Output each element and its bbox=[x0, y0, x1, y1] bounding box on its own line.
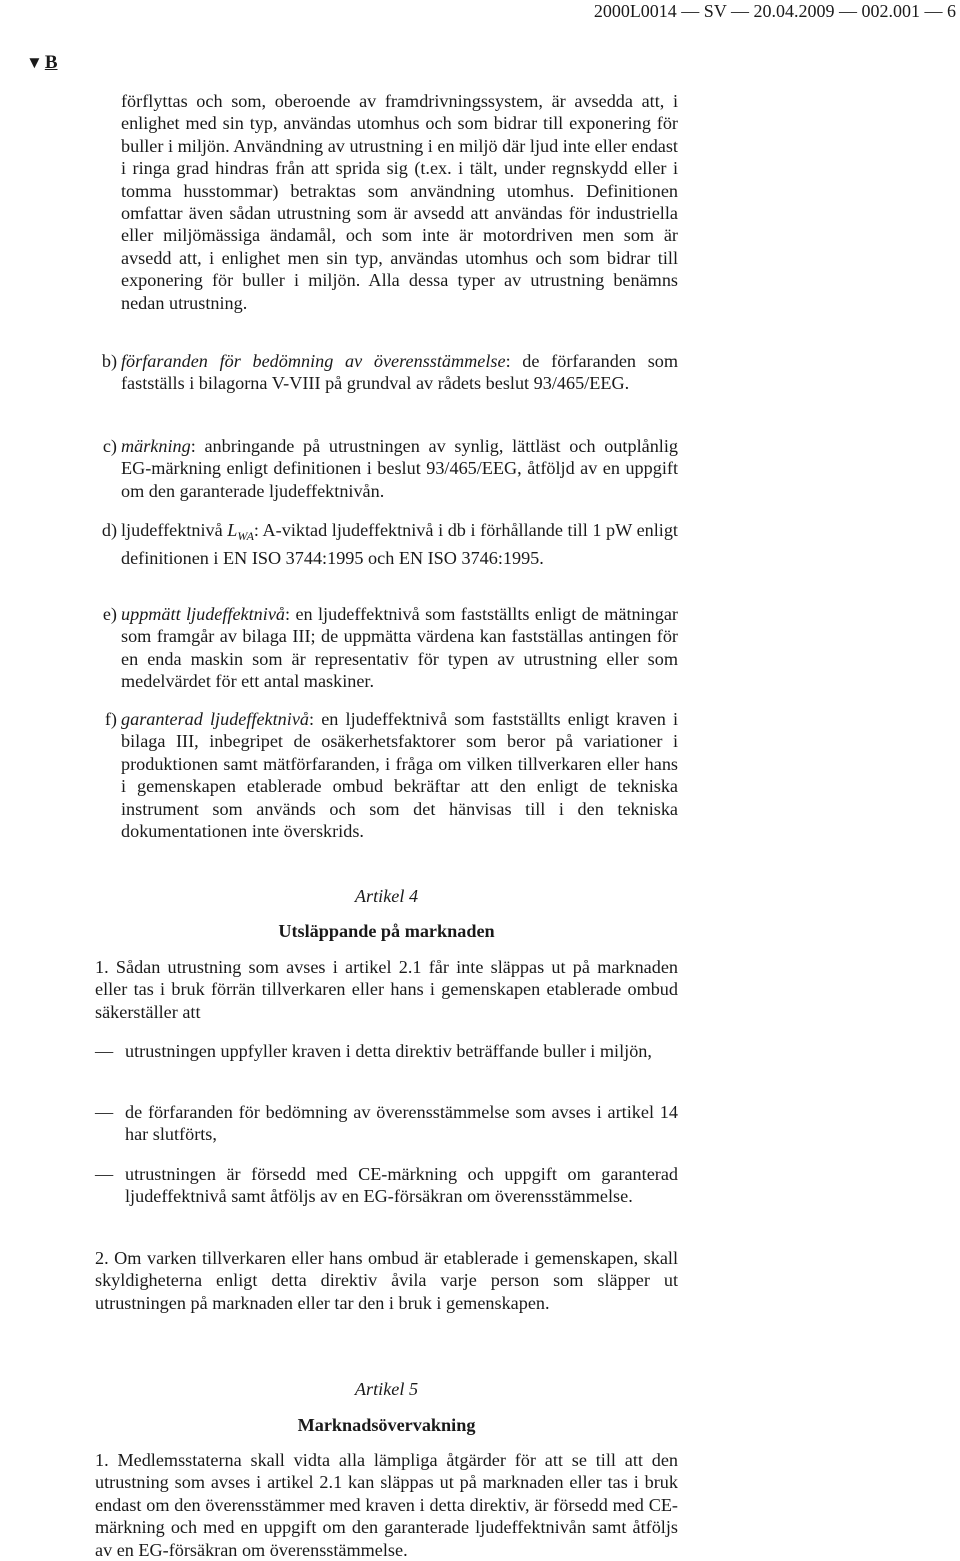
article-4-paragraph-2: 2. Om varken tillverkaren eller hans ombud är etablerade i gemenskapen, skall skyldigheterna enligt detta direktiv åvila varje person som släpper ut utrustningen på marknaden eller tar den i bruk i gemenskapen. bbox=[95, 1248, 678, 1313]
article-5-number: Artikel 5 bbox=[354, 1379, 419, 1399]
symbol-subscript: WA bbox=[237, 529, 254, 543]
dash-text: utrustningen uppfyller kraven i detta direktiv beträffande buller i miljön, bbox=[125, 1041, 652, 1061]
definition-term: ljudeffektnivå bbox=[121, 520, 228, 540]
definition-label: d) bbox=[101, 520, 117, 540]
definition-text: : en ljudeffektnivå som fastställts enligt kraven i bilaga III, inbegripet de osäkerhetsfaktorer som beror på variationer i produktionen samt mätförfaranden, i fråga om vilken tillverkaren eller hans i gemenskapen etablerade ombud bekräftar att den enligt de tekniska instrument som används och som det hänvisas till i den tekniska dokumentationen inte överskrids. bbox=[121, 709, 678, 842]
definition-d bbox=[95, 519, 678, 570]
definition-text: : de förfaranden som fastställs i bilagorna V-VIII på grundval av rådets beslut 93/465/EEG. bbox=[121, 351, 679, 394]
definition-term: märkning bbox=[121, 436, 191, 456]
definition-text: : anbringande på utrustningen av synlig, lättläst och outplånlig EG-märkning enligt definitionen i beslut 93/465/EEG, åtföljd av en uppgift om den garanterade ljudeffektnivån. bbox=[121, 436, 678, 501]
definition-label: e) bbox=[102, 604, 117, 624]
article-4-paragraph-1: 1. Sådan utrustning som avses i artikel 2.1 får inte släppas ut på marknaden eller tas i bruk förrän tillverkaren eller hans i gemenskapen etablerade ombud säkerställer att bbox=[95, 957, 678, 1022]
definition-text: : en ljudeffektnivå som fastställts enligt de mätningar som framgår av bilaga III; de uppmätta värdena kan fastställas antingen för en enda maskin som är representativ för typen av utrustning eller som medelvärdet för ett antal maskiner. bbox=[121, 604, 678, 692]
article-4-dash-item-1 bbox=[95, 1040, 678, 1062]
definition-term: uppmätt ljudeffektnivå bbox=[121, 604, 285, 624]
definition-text: : A-viktad ljudeffektnivå i db i förhållande till 1 pW enligt definitionen i EN ISO 3744:1995 och EN ISO 3746:1995. bbox=[121, 520, 678, 569]
article-5-title: Marknadsövervakning bbox=[297, 1415, 476, 1435]
definition-label: c) bbox=[102, 436, 117, 456]
dash-text: utrustningen är försedd med CE-märkning och uppgift om garanterad ljudeffektnivå samt åtföljs av en EG-försäkran om överensstämmelse. bbox=[125, 1164, 678, 1207]
definition-e bbox=[95, 603, 678, 693]
triangle-down-icon: ▼ bbox=[26, 53, 43, 72]
definition-term: förfaranden för bedömning av överensstämmelse bbox=[121, 351, 506, 371]
dash-bullet: — bbox=[95, 1041, 114, 1061]
document-header: 2000L0014 — SV — 20.04.2009 — 002.001 — 6 bbox=[593, 1, 956, 21]
consolidation-marker bbox=[26, 52, 58, 74]
definition-f bbox=[95, 708, 678, 842]
symbol-l: L bbox=[227, 520, 238, 540]
article-4-dash-item-2 bbox=[95, 1101, 678, 1146]
definition-term: garanterad ljudeffektnivå bbox=[121, 709, 309, 729]
dash-bullet: — bbox=[95, 1164, 114, 1184]
dash-text: de förfaranden för bedömning av överensstämmelse som avses i artikel 14 har slutförts, bbox=[125, 1102, 678, 1145]
definition-b bbox=[95, 350, 678, 395]
dash-bullet: — bbox=[95, 1102, 114, 1122]
marker-letter: B bbox=[44, 52, 58, 73]
definition-label: f) bbox=[104, 709, 117, 729]
article-4-title: Utsläppande på marknaden bbox=[278, 921, 495, 941]
intro-paragraph: förflyttas och som, oberoende av framdrivningssystem, är avsedda att, i enlighet med sin typ, användas utomhus och som bidrar till exponering för buller i miljön. Användning av utrustning i en miljö där ljud inte eller endast i ringa grad hindras från att sprida sig (t.ex. i tält, under regnskydd eller i tomma husstommar) betraktas som användning utomhus. Definitionen omfattar även sådan utrustning som är avsedd att användas för industriella eller miljömässiga ändamål, och som inte är motordriven men som är avsedd att, i enlighet men sin typ, användas utomhus och som bidrar till exponering för buller i miljön. Alla dessa typer av utrustning benämns nedan utrustning. bbox=[121, 91, 678, 313]
article-4-dash-item-3 bbox=[95, 1163, 678, 1208]
article-4-number: Artikel 4 bbox=[354, 886, 419, 906]
definition-c bbox=[95, 435, 678, 502]
definition-label: b) bbox=[101, 351, 117, 371]
article-5-paragraph-1: 1. Medlemsstaterna skall vidta alla lämpliga åtgärder för att se till att den utrustning som avses i artikel 2.1 kan släppas ut på marknaden eller tas i bruk endast om den överensstämmer med kraven i detta direktiv, är försedd med CE-märkning och med en uppgift om den garanterade ljudeffektnivån samt åtföljs av en EG-försäkran om överensstämmelse. bbox=[95, 1450, 678, 1560]
